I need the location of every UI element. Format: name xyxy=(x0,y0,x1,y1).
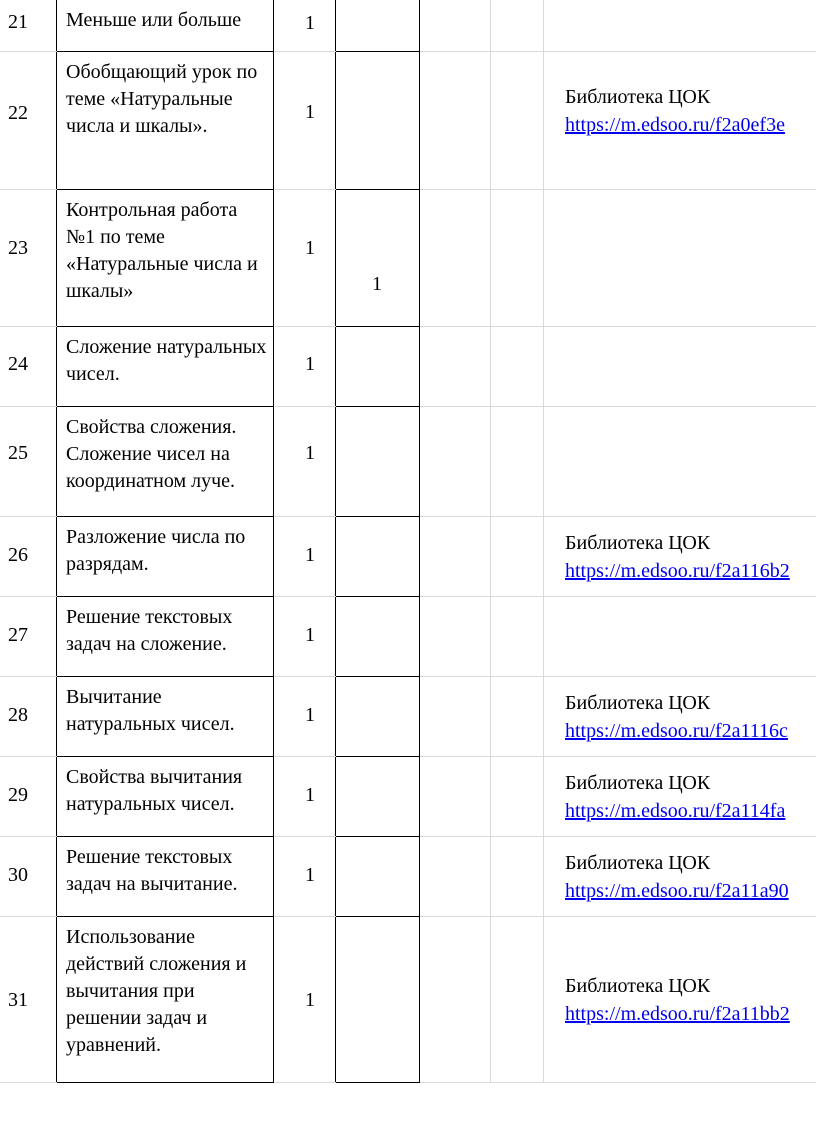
table-row xyxy=(0,756,816,836)
resource xyxy=(565,689,788,745)
practice-cell xyxy=(420,516,491,596)
lesson-number: 25 xyxy=(8,441,28,464)
topic-cell xyxy=(57,836,274,916)
date-cell xyxy=(491,189,544,326)
library-label: Библиотека ЦОК xyxy=(565,531,711,554)
topic-cell xyxy=(57,516,274,596)
lesson-number: 22 xyxy=(8,101,28,124)
lesson-topic: Разложение числа по разрядам. xyxy=(66,525,246,575)
lesson-topic: Свойства сложения. Сложение чисел на координатном луче. xyxy=(66,415,237,492)
resource-cell xyxy=(544,51,816,189)
resource-link[interactable]: https://m.edsoo.ru/f2a116b2 xyxy=(565,559,790,582)
topic-cell xyxy=(57,756,274,836)
table-row xyxy=(0,406,816,516)
library-label: Библиотека ЦОК xyxy=(565,85,711,108)
library-label: Библиотека ЦОК xyxy=(565,851,711,874)
hours-count: 1 xyxy=(305,543,315,566)
library-label: Библиотека ЦОК xyxy=(565,691,711,714)
hours-count: 1 xyxy=(305,12,315,34)
hours-count: 1 xyxy=(305,352,315,375)
hours-cell xyxy=(274,189,336,326)
practice-cell xyxy=(420,51,491,189)
table-row xyxy=(0,676,816,756)
lesson-number: 23 xyxy=(8,236,28,259)
resource-cell xyxy=(544,836,816,916)
topic-cell xyxy=(57,596,274,676)
table-row xyxy=(0,516,816,596)
lesson-number: 26 xyxy=(8,543,28,566)
resource-link[interactable]: https://m.edsoo.ru/f2a1116c xyxy=(565,719,788,742)
hours-count: 1 xyxy=(305,441,315,464)
lesson-topic: Решение текстовых задач на вычитание. xyxy=(66,845,238,895)
hours-count: 1 xyxy=(305,863,315,886)
resource xyxy=(565,972,790,1028)
date-cell xyxy=(491,836,544,916)
control-cell xyxy=(336,916,420,1082)
lesson-number: 28 xyxy=(8,703,28,726)
lesson-number-cell xyxy=(0,836,57,916)
resource-cell xyxy=(544,326,816,406)
date-cell xyxy=(491,326,544,406)
hours-count: 1 xyxy=(305,703,315,726)
hours-count: 1 xyxy=(305,988,315,1011)
lesson-number-cell xyxy=(0,326,57,406)
lesson-topic: Контрольная работа №1 по теме «Натуральные числа и шкалы» xyxy=(66,198,258,302)
lesson-number-cell xyxy=(0,916,57,1082)
practice-cell xyxy=(420,326,491,406)
lesson-number-cell xyxy=(0,516,57,596)
control-cell xyxy=(336,516,420,596)
control-cell xyxy=(336,406,420,516)
topic-cell xyxy=(57,676,274,756)
hours-cell xyxy=(274,676,336,756)
date-cell xyxy=(491,596,544,676)
resource xyxy=(565,529,790,585)
practice-cell xyxy=(420,596,491,676)
table-row xyxy=(0,51,816,189)
lesson-number-cell xyxy=(0,0,57,51)
date-cell xyxy=(491,406,544,516)
library-label: Библиотека ЦОК xyxy=(565,771,711,794)
hours-cell xyxy=(274,326,336,406)
table-row xyxy=(0,596,816,676)
date-cell xyxy=(491,676,544,756)
resource-link[interactable]: https://m.edsoo.ru/f2a11a90 xyxy=(565,879,789,902)
resource-cell xyxy=(544,406,816,516)
hours-cell xyxy=(274,51,336,189)
lesson-number-cell xyxy=(0,189,57,326)
lesson-topic: Сложение натуральных чисел. xyxy=(66,335,267,385)
hours-count: 1 xyxy=(305,100,315,123)
table-row xyxy=(0,836,816,916)
control-cell xyxy=(336,756,420,836)
resource-cell xyxy=(544,0,816,51)
library-label: Библиотека ЦОК xyxy=(565,974,711,997)
hours-cell xyxy=(274,0,336,51)
topic-cell xyxy=(57,51,274,189)
lesson-number-cell xyxy=(0,596,57,676)
date-cell xyxy=(491,916,544,1082)
practice-cell xyxy=(420,406,491,516)
topic-cell xyxy=(57,189,274,326)
lesson-topic: Меньше или больше xyxy=(66,9,242,31)
practice-cell xyxy=(420,676,491,756)
topic-cell xyxy=(57,406,274,516)
topic-cell xyxy=(57,0,274,51)
lesson-number-cell xyxy=(0,406,57,516)
resource xyxy=(565,83,785,139)
lesson-topic: Свойства вычитания натуральных чисел. xyxy=(66,765,243,815)
resource-link[interactable]: https://m.edsoo.ru/f2a0ef3e xyxy=(565,113,785,136)
hours-count: 1 xyxy=(305,623,315,646)
control-cell xyxy=(336,676,420,756)
resource-cell xyxy=(544,756,816,836)
lesson-number-cell xyxy=(0,51,57,189)
date-cell xyxy=(491,756,544,836)
lesson-number: 31 xyxy=(8,988,28,1011)
resource-cell xyxy=(544,516,816,596)
hours-cell xyxy=(274,596,336,676)
hours-count: 1 xyxy=(305,783,315,806)
table-row xyxy=(0,326,816,406)
control-cell xyxy=(336,326,420,406)
resource-link[interactable]: https://m.edsoo.ru/f2a114fa xyxy=(565,799,786,822)
hours-cell xyxy=(274,916,336,1082)
hours-cell xyxy=(274,406,336,516)
topic-cell xyxy=(57,326,274,406)
lesson-topic: Решение текстовых задач на сложение. xyxy=(66,605,233,655)
date-cell xyxy=(491,0,544,51)
date-cell xyxy=(491,51,544,189)
resource-cell xyxy=(544,596,816,676)
resource-cell xyxy=(544,189,816,326)
lesson-number: 24 xyxy=(8,352,28,375)
topic-cell xyxy=(57,916,274,1082)
resource-cell xyxy=(544,676,816,756)
control-cell xyxy=(336,51,420,189)
lesson-number: 21 xyxy=(8,11,28,33)
resource-link[interactable]: https://m.edsoo.ru/f2a11bb2 xyxy=(565,1002,790,1025)
lesson-number: 29 xyxy=(8,783,28,806)
lesson-number: 27 xyxy=(8,623,28,646)
lesson-topic: Вычитание натуральных чисел. xyxy=(66,685,235,735)
practice-cell xyxy=(420,836,491,916)
practice-cell xyxy=(420,0,491,51)
resource xyxy=(565,769,785,825)
control-cell xyxy=(336,189,420,326)
practice-cell xyxy=(420,189,491,326)
resource-cell xyxy=(544,916,816,1082)
lesson-topic: Использование действий сложения и вычитания при решении задач и уравнений. xyxy=(66,925,247,1056)
table-row xyxy=(0,0,816,51)
control-cell xyxy=(336,0,420,51)
hours-cell xyxy=(274,516,336,596)
table-row xyxy=(0,189,816,326)
control-work-count: 1 xyxy=(372,272,382,295)
lesson-topic: Обобщающий урок по теме «Натуральные числа и шкалы». xyxy=(66,60,258,137)
hours-cell xyxy=(274,836,336,916)
table-row xyxy=(0,916,816,1082)
practice-cell xyxy=(420,756,491,836)
lesson-number-cell xyxy=(0,676,57,756)
control-cell xyxy=(336,596,420,676)
date-cell xyxy=(491,516,544,596)
hours-count: 1 xyxy=(305,236,315,259)
lesson-number-cell xyxy=(0,756,57,836)
practice-cell xyxy=(420,916,491,1082)
resource xyxy=(565,849,789,905)
lesson-number: 30 xyxy=(8,863,28,886)
control-cell xyxy=(336,836,420,916)
hours-cell xyxy=(274,756,336,836)
